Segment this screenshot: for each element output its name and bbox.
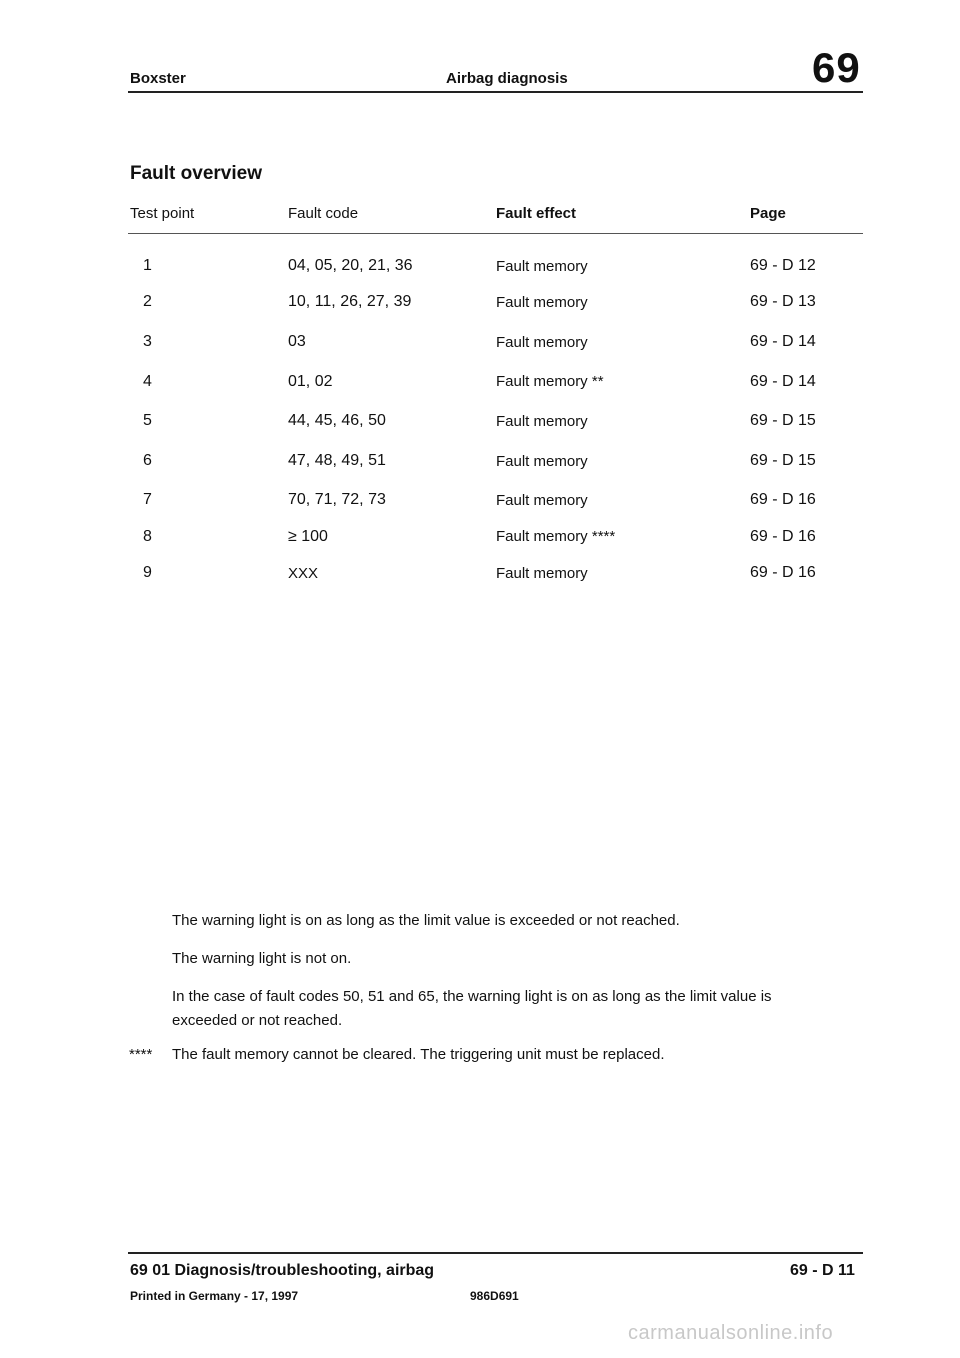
page-cell: 69 - D 16: [750, 491, 816, 508]
table-header-divider: [128, 233, 863, 234]
header-model: Boxster: [130, 70, 186, 87]
column-header-fault-effect: Fault effect: [496, 205, 577, 222]
footer-printed: Printed in Germany - 17, 1997: [130, 1289, 299, 1303]
fault-code-cell: 44, 45, 46, 50: [288, 412, 386, 429]
page-cell: 69 - D 16: [750, 528, 816, 545]
fault-effect-cell: Fault memory: [496, 453, 588, 470]
footer-page-number: 69 - D 11: [790, 1262, 855, 1279]
page-cell: 69 - D 14: [750, 333, 816, 350]
fault-effect-cell: Fault memory: [496, 258, 588, 275]
fault-effect-cell: Fault memory: [496, 492, 588, 509]
fault-effect-cell: Fault memory: [496, 334, 588, 351]
fault-code-cell: ≥ 100: [288, 528, 328, 545]
footer-divider: [128, 1252, 863, 1254]
fault-code-cell: 04, 05, 20, 21, 36: [288, 257, 413, 274]
footnote-text: The fault memory cannot be cleared. The triggering unit must be replaced.: [172, 1046, 665, 1063]
test-point-cell: 3: [143, 333, 152, 350]
column-header-test-point: Test point: [130, 205, 195, 222]
note-light-not-on: The warning light is not on.: [172, 950, 352, 967]
fault-effect-cell: Fault memory ****: [496, 528, 616, 545]
test-point-cell: 2: [143, 293, 152, 310]
footer-doc-code: 986D691: [470, 1289, 519, 1303]
page-cell: 69 - D 14: [750, 373, 816, 390]
header-divider: [128, 91, 863, 93]
fault-effect-cell: Fault memory: [496, 294, 588, 311]
column-header-page: Page: [750, 205, 786, 222]
note-fault-codes-line2: exceeded or not reached.: [172, 1012, 343, 1029]
fault-code-cell: 47, 48, 49, 51: [288, 452, 386, 469]
test-point-cell: 8: [143, 528, 152, 545]
page-cell: 69 - D 12: [750, 257, 816, 274]
page-title: Fault overview: [130, 163, 262, 184]
page-cell: 69 - D 15: [750, 412, 816, 429]
watermark: carmanualsonline.info: [628, 1322, 834, 1344]
fault-effect-cell: Fault memory: [496, 413, 588, 430]
note-limit-value: The warning light is on as long as the limit value is exceeded or not reached.: [172, 912, 680, 929]
test-point-cell: 7: [143, 491, 152, 508]
fault-code-cell: 03: [288, 333, 306, 350]
page-cell: 69 - D 16: [750, 564, 816, 581]
fault-effect-cell: Fault memory: [496, 565, 588, 582]
note-fault-codes-line1: In the case of fault codes 50, 51 and 65, the warning light is on as long as the limit value is: [172, 988, 772, 1005]
footer-section: 69 01 Diagnosis/troubleshooting, airbag: [130, 1262, 435, 1279]
fault-code-cell: 10, 11, 26, 27, 39: [288, 293, 412, 310]
page-cell: 69 - D 13: [750, 293, 816, 310]
test-point-cell: 5: [143, 412, 152, 429]
footnote-marker: ****: [129, 1046, 153, 1063]
fault-code-cell: XXX: [288, 565, 319, 582]
fault-effect-cell: Fault memory **: [496, 373, 604, 390]
test-point-cell: 6: [143, 452, 152, 469]
test-point-cell: 1: [143, 257, 152, 274]
fault-code-cell: 01, 02: [288, 373, 333, 390]
header-section-title: Airbag diagnosis: [446, 70, 568, 87]
column-header-fault-code: Fault code: [288, 205, 359, 222]
fault-code-cell: 70, 71, 72, 73: [288, 491, 386, 508]
test-point-cell: 9: [143, 564, 152, 581]
header-group-number: 69: [812, 44, 861, 91]
page-cell: 69 - D 15: [750, 452, 816, 469]
test-point-cell: 4: [143, 373, 152, 390]
